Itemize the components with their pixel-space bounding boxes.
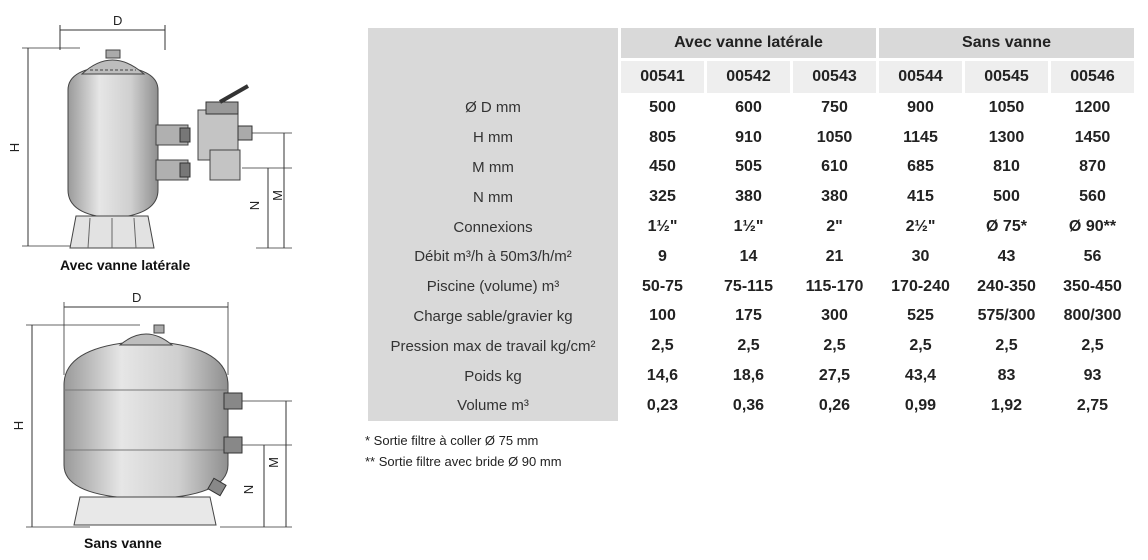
table-cell: 610 xyxy=(821,158,848,176)
table-cell: 83 xyxy=(997,367,1016,385)
table-cell: Ø 90** xyxy=(1068,218,1117,236)
code-00543: 00543 xyxy=(793,61,876,93)
row-label: Connexions xyxy=(368,212,618,242)
table-cell: 100 xyxy=(649,307,676,325)
table-cell: 2,5 xyxy=(1081,337,1104,355)
code-00541: 00541 xyxy=(621,61,704,93)
row-label: N mm xyxy=(368,182,618,212)
code-00544: 00544 xyxy=(879,61,962,93)
table-row xyxy=(368,272,1134,302)
caption-no-valve: Sans vanne xyxy=(84,535,162,551)
table-cell: 27,5 xyxy=(818,367,851,385)
table-cell: 75-115 xyxy=(724,277,773,295)
table-cell: 1050 xyxy=(988,98,1025,116)
row-label: Poids kg xyxy=(368,361,618,391)
table-cell: 1200 xyxy=(1074,98,1111,116)
table-row xyxy=(368,391,1134,421)
table-cell: 1½" xyxy=(733,218,764,236)
table-cell: Ø 75* xyxy=(986,218,1027,236)
table-row xyxy=(368,302,1134,332)
table-cell: 56 xyxy=(1083,247,1102,265)
table-cell: 2,5 xyxy=(737,337,760,355)
filter-side-valve-illustration xyxy=(10,10,300,255)
table-cell: 900 xyxy=(907,98,934,116)
group-no-valve: Sans vanne xyxy=(879,28,1134,61)
dim-h-label-bottom: H xyxy=(11,420,27,431)
row-label: H mm xyxy=(368,123,618,153)
table-cell: 14,6 xyxy=(646,367,679,385)
table-cell: 93 xyxy=(1083,367,1102,385)
table-cell: 800/300 xyxy=(1063,307,1122,325)
table-cell: 9 xyxy=(658,247,667,265)
table-cell: 300 xyxy=(821,307,848,325)
table-row xyxy=(368,123,1134,153)
table-cell: 43 xyxy=(997,247,1016,265)
table-row xyxy=(368,242,1134,272)
table-cell: 0,99 xyxy=(904,396,937,414)
table-cell: 2,75 xyxy=(1076,396,1109,414)
table-cell: 350-450 xyxy=(1063,277,1122,295)
table-cell: 380 xyxy=(735,188,762,206)
table-cell: 2,5 xyxy=(651,337,674,355)
table-row xyxy=(368,182,1134,212)
table-cell: 1145 xyxy=(903,128,938,146)
table-cell: 1,92 xyxy=(990,396,1023,414)
row-label: Débit m³/h à 50m3/h/m² xyxy=(368,242,618,272)
table-cell: 0,36 xyxy=(732,396,765,414)
table-cell: 2½" xyxy=(905,218,936,236)
dim-n-label-bottom: N xyxy=(241,484,257,495)
table-cell: 2" xyxy=(826,218,843,236)
table-cell: 1450 xyxy=(1074,128,1111,146)
row-label: M mm xyxy=(368,153,618,183)
dim-d-label-top: D xyxy=(113,13,123,28)
table-row xyxy=(368,93,1134,123)
table-cell: 0,26 xyxy=(818,396,851,414)
table-row xyxy=(368,153,1134,183)
table-cell: 415 xyxy=(907,188,934,206)
caption-side-valve: Avec vanne latérale xyxy=(60,257,191,273)
table-cell: 575/300 xyxy=(977,307,1036,325)
table-cell: 325 xyxy=(649,188,676,206)
table-row xyxy=(368,331,1134,361)
row-label: Piscine (volume) m³ xyxy=(368,272,618,302)
table-cell: 14 xyxy=(739,247,758,265)
footnotes xyxy=(365,430,562,472)
group-header-row xyxy=(368,28,1134,61)
footnote-1: * Sortie filtre à coller Ø 75 mm xyxy=(365,433,539,448)
table-row xyxy=(368,361,1134,391)
dim-m-label-bottom: M xyxy=(265,457,281,468)
table-cell: 560 xyxy=(1079,188,1106,206)
table-row xyxy=(368,212,1134,242)
dim-d-label-bottom: D xyxy=(132,290,142,305)
code-00546: 00546 xyxy=(1051,61,1134,93)
table-cell: 43,4 xyxy=(904,367,937,385)
table-cell: 50-75 xyxy=(642,277,683,295)
dim-h-label-top: H xyxy=(7,142,23,153)
table-cell: 170-240 xyxy=(891,277,950,295)
row-label: Pression max de travail kg/cm² xyxy=(368,331,618,361)
table-cell: 810 xyxy=(993,158,1020,176)
table-corner xyxy=(368,28,618,93)
table-cell: 750 xyxy=(821,98,848,116)
code-00542: 00542 xyxy=(707,61,790,93)
table-cell: 0,23 xyxy=(646,396,679,414)
row-label: Volume m³ xyxy=(368,391,618,421)
table-cell: 500 xyxy=(649,98,676,116)
table-cell: 2,5 xyxy=(995,337,1018,355)
group-side-valve: Avec vanne latérale xyxy=(621,28,876,61)
specification-table xyxy=(365,28,1137,421)
row-label: Ø D mm xyxy=(368,93,618,123)
filter-drawing-no-valve xyxy=(10,285,300,535)
dim-n-label-top: N xyxy=(247,200,263,211)
table-cell: 175 xyxy=(735,307,762,325)
table-cell: 21 xyxy=(825,247,844,265)
table-cell: 240-350 xyxy=(977,277,1036,295)
table-cell: 1300 xyxy=(988,128,1025,146)
table-cell: 685 xyxy=(907,158,934,176)
table-cell: 2,5 xyxy=(909,337,932,355)
filter-no-valve-illustration xyxy=(10,285,300,535)
row-label: Charge sable/gravier kg xyxy=(368,302,618,332)
table-cell: 1050 xyxy=(816,128,853,146)
dim-m-label-top: M xyxy=(269,190,285,201)
footnote-2: ** Sortie filtre avec bride Ø 90 mm xyxy=(365,454,562,469)
table-cell: 870 xyxy=(1079,158,1106,176)
table-cell: 30 xyxy=(911,247,930,265)
specification-table-body xyxy=(368,93,1134,421)
table-cell: 450 xyxy=(649,158,676,176)
code-00545: 00545 xyxy=(965,61,1048,93)
table-cell: 910 xyxy=(735,128,762,146)
table-cell: 525 xyxy=(907,307,934,325)
table-cell: 805 xyxy=(649,128,676,146)
table-cell: 500 xyxy=(993,188,1020,206)
table-cell: 505 xyxy=(735,158,762,176)
table-cell: 2,5 xyxy=(823,337,846,355)
table-cell: 600 xyxy=(735,98,762,116)
table-cell: 1½" xyxy=(647,218,678,236)
table-cell: 380 xyxy=(821,188,848,206)
table-cell: 115-170 xyxy=(805,277,864,295)
table-cell: 18,6 xyxy=(732,367,765,385)
filter-drawing-side-valve xyxy=(10,10,300,255)
